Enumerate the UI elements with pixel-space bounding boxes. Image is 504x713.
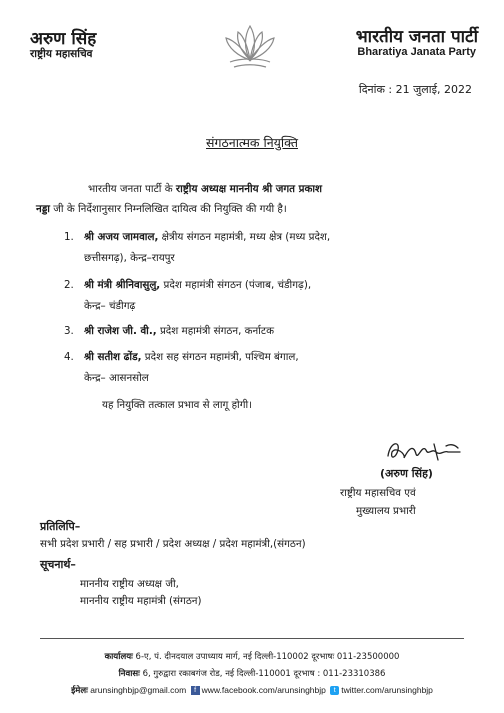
- intro-text-bold: राष्ट्रीय अध्यक्ष माननीय श्री जगत प्रकाश: [175, 183, 323, 195]
- appointment-detail-2: केन्द्र– आसनसोल: [84, 372, 149, 384]
- appointment-item: [64, 227, 444, 269]
- appointment-item: [64, 321, 444, 342]
- intro-text-end: जी के निर्देशानुसार निम्नलिखित दायित्व की नियुक्ति की गयी है।: [49, 203, 287, 215]
- appointment-detail: क्षेत्रीय संगठन महामंत्री, मध्य क्षेत्र (मध्य प्रदेश,: [158, 231, 331, 243]
- appointment-detail-2: केन्द्र– चंडीगढ़: [84, 300, 136, 312]
- appointment-detail: प्रदेश सह संगठन महामंत्री, पश्चिम बंगाल,: [141, 351, 299, 363]
- lotus-logo-icon: [220, 20, 280, 72]
- letter-date: दिनांक : 21 जुलाई, 2022: [358, 83, 472, 96]
- intro-text-bold-2: नड्डा: [36, 203, 50, 215]
- letterhead-designation: राष्ट्रीय महासचिव: [30, 48, 93, 60]
- appointee-name: श्री सतीश ढोंड,: [84, 351, 142, 363]
- appointee-name: श्री राजेश जी. वी.,: [84, 325, 157, 337]
- letterhead-name: अरुण सिंह: [30, 29, 97, 49]
- intro-text-start: भारतीय जनता पार्टी के: [88, 183, 176, 195]
- information-line: माननीय राष्ट्रीय महामंत्री (संगठन): [80, 595, 202, 607]
- facebook-icon: f: [191, 686, 200, 695]
- footer-residence-label: निवासः: [118, 669, 140, 679]
- appointee-name: श्री अजय जामवाल,: [84, 231, 159, 243]
- appointment-item: [64, 347, 444, 389]
- appointee-name: श्री मंत्री श्रीनिवासुलु,: [84, 279, 161, 291]
- letter-subject: संगठनात्मक नियुक्ति: [206, 135, 298, 150]
- party-name-english: Bharatiya Janata Party: [357, 46, 476, 58]
- footer-office-address: [0, 651, 504, 662]
- signatory-designation-2: मुख्यालय प्रभारी: [356, 505, 416, 517]
- appointment-number: 1.: [64, 231, 74, 243]
- handwritten-signature: [384, 436, 464, 466]
- copy-to-heading: प्रतिलिपि–: [40, 520, 81, 533]
- footer-contacts: [0, 685, 504, 696]
- footer-office-text: 6-ए, पं. दीनदयाल उपाध्याय मार्ग, नई दिल्ली-110002 दूरभाषः 011-23500000: [132, 652, 400, 662]
- appointment-number: 2.: [64, 279, 74, 291]
- appointment-detail: प्रदेश महामंत्री संगठन (पंजाब, चंडीगढ़),: [160, 279, 312, 291]
- information-heading: सूचनार्थ–: [40, 558, 76, 571]
- footer-residence-address: [0, 668, 504, 679]
- appointment-number: 4.: [64, 351, 74, 363]
- party-name-hindi: भारतीय जनता पार्टी: [355, 27, 478, 47]
- appointment-number: 3.: [64, 325, 74, 337]
- appointment-detail-2: छत्तीसगढ़), केन्द्र–रायपुर: [84, 252, 175, 264]
- appointment-detail: प्रदेश महामंत्री संगठन, कर्नाटक: [156, 325, 275, 337]
- footer-email-label: ईमेलः: [71, 685, 88, 695]
- footer-divider: [40, 638, 464, 639]
- footer-twitter[interactable]: twitter.com/arunsinghbjp: [341, 685, 433, 695]
- footer-office-label: कार्यालयः: [104, 652, 133, 662]
- footer-facebook[interactable]: www.facebook.com/arunsinghbjp: [201, 685, 326, 695]
- footer-email[interactable]: arunsinghbjp@gmail.com: [87, 685, 187, 695]
- footer-residence-text: 6, गुरुद्वारा रकाबगंज रोड, नई दिल्ली-110001 दूरभाष : 011-23310386: [139, 669, 386, 679]
- closing-line: यह नियुक्ति तत्काल प्रभाव से लागू होगी।: [102, 399, 253, 411]
- signatory-name: (अरुण सिंह): [380, 467, 433, 480]
- intro-paragraph: [36, 179, 476, 219]
- twitter-icon: t: [330, 686, 339, 695]
- appointment-item: [64, 275, 444, 317]
- information-line: माननीय राष्ट्रीय अध्यक्ष जी,: [80, 578, 179, 590]
- signatory-designation-1: राष्ट्रीय महासचिव एवं: [340, 487, 416, 499]
- copy-to-recipients: सभी प्रदेश प्रभारी / सह प्रभारी / प्रदेश अध्यक्ष / प्रदेश महामंत्री,(संगठन): [40, 538, 306, 550]
